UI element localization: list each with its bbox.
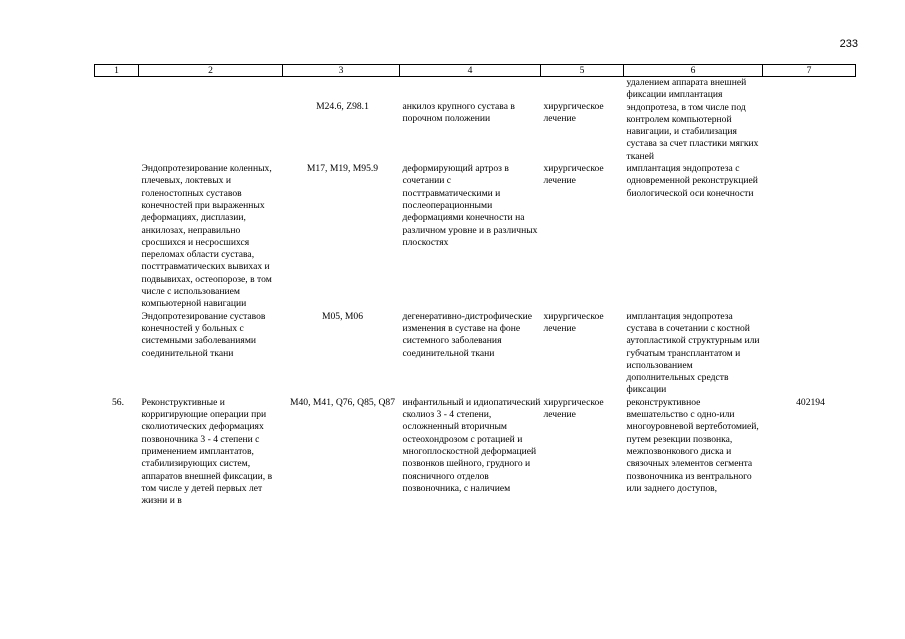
table-row (95, 311, 856, 397)
column-header: 2 (139, 65, 283, 77)
cost-value: 402194 (796, 396, 825, 408)
procedure-name: Эндопротезирование коленных, плечевых, локтевых и голеностопных суставов конечностей при выраженных деформациях, дисплазии, анкилозах, неправильно сросшихся и несросшихся переломах области сустава, посттравматических вывихах и подвывихах, остеопорозе, в том числе с использованием компьютерной навигации (141, 163, 272, 310)
table-header-row (95, 65, 856, 77)
treatment-method: имплантация эндопротеза с одновременной реконструкцией биологической оси конечности (626, 163, 758, 199)
patient-model: дегенеративно-дистрофические изменения в суставе на фоне системного заболевания соединительной ткани (402, 310, 533, 359)
patient-model: деформирующий артроз в сочетании с посттравматическими и послеоперационными деформациями конечности на различном уровне и в различных плоскостях (402, 163, 538, 248)
row-number (95, 77, 139, 164)
cost-value (763, 163, 856, 311)
table-row (95, 397, 856, 508)
row-number (95, 311, 139, 397)
procedure-name: Реконструктивные и корригирующие операции при сколиотических деформациях позвоночника 3 - 4 степени с применением имплантатов, стабилизирующих систем, аппаратов внешней фиксации, в том числе у детей первых лет жизни и в (141, 396, 273, 507)
cost-value (763, 311, 856, 397)
column-header: 1 (95, 65, 139, 77)
column-header: 4 (400, 65, 541, 77)
treatment-method: имплантация эндопротеза сустава в сочетании с костной аутопластикой структурным или губчатым трансплантатом и использованием дополнительных средств фиксации (626, 310, 760, 396)
treatment-type: хирургическое лечение (543, 396, 604, 421)
column-header: 5 (541, 65, 624, 77)
icd-codes: M24.6, Z98.1 (316, 101, 369, 112)
procedure-name (139, 77, 283, 164)
treatment-type: хирургическое лечение (543, 101, 604, 125)
medical-procedures-table (94, 64, 856, 507)
procedure-name: Эндопротезирование суставов конечностей у больных с системными заболеваниями соединительной ткани (141, 310, 266, 359)
icd-codes: M40, M41, Q76, Q85, Q87 (289, 396, 395, 408)
treatment-method: удалением аппарата внешней фиксации имплантация эндопротеза, в том числе под контролем компьютерной навигации, и стабилизация сустава за счет пластики мягких тканей (626, 77, 759, 162)
icd-codes: M05, M06 (321, 310, 364, 322)
row-number (95, 163, 139, 311)
icd-codes: M17, M19, M95.9 (306, 163, 379, 175)
treatment-method: реконструктивное вмешательство с одно-или многоуровневой вертеботомией, путем резекции позвонка, межпозвонкового диска и связочных элементов сегмента позвоночника из вентрального или заднего доступов, (626, 396, 759, 494)
patient-model: анкилоз крупного сустава в порочном положении (402, 101, 515, 125)
row-number: 56. (112, 396, 124, 408)
patient-model: инфантильный и идиопатический сколиоз 3 - 4 степени, осложненный вторичным остеохондрозом с ротацией и многоплоскостной деформацией позвонков шейного, грудного и поясничного отделов позвоночника, с наличием (402, 396, 541, 494)
column-header: 7 (763, 65, 856, 77)
treatment-type: хирургическое лечение (543, 163, 604, 187)
column-header: 3 (283, 65, 400, 77)
table-row (95, 77, 856, 164)
page-number: 233 (839, 38, 858, 50)
cost-value (763, 77, 856, 164)
treatment-type: хирургическое лечение (543, 310, 604, 334)
table-row (95, 163, 856, 311)
column-header: 6 (624, 65, 763, 77)
